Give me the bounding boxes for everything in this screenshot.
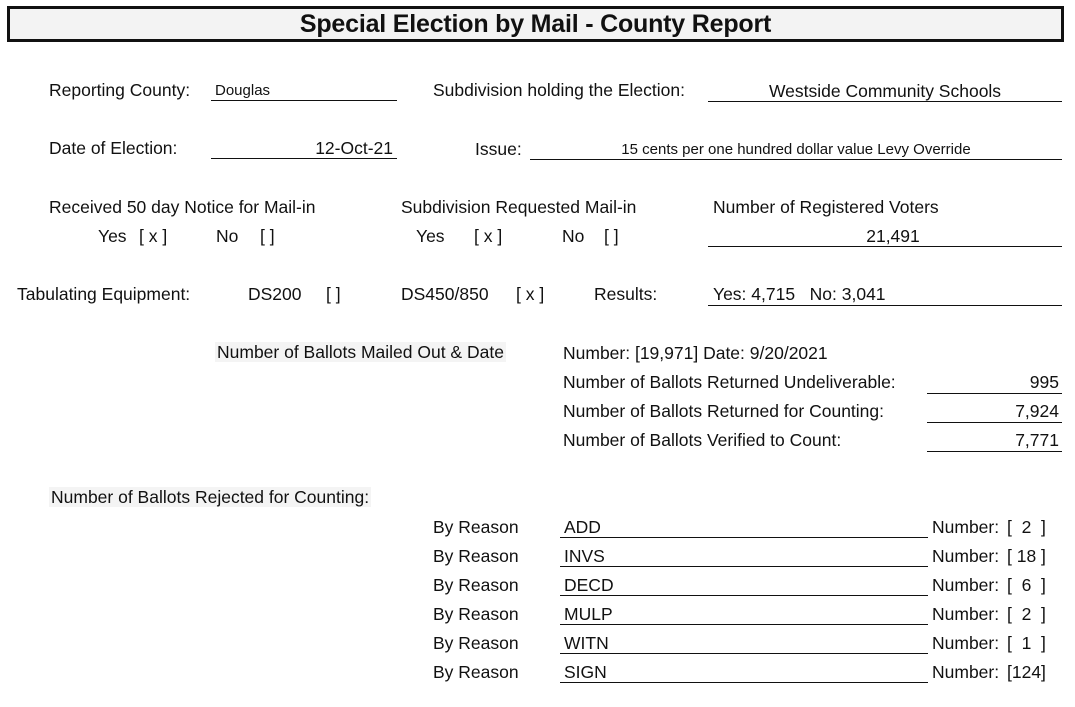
results-underline xyxy=(708,305,1062,306)
notice-yes-checkbox[interactable]: [ x ] xyxy=(139,226,168,246)
registered-voters-value: 21,491 xyxy=(866,226,920,246)
reason-code: WITN xyxy=(564,633,609,653)
returned-label: Number of Ballots Returned for Counting: xyxy=(563,401,884,421)
reporting-county-value: Douglas xyxy=(215,82,271,99)
date-of-election-label: Date of Election: xyxy=(49,138,178,158)
requested-no-label: No xyxy=(562,226,585,246)
undeliverable-underline xyxy=(927,393,1062,394)
reason-label: By Reason xyxy=(433,517,519,537)
reason-underline xyxy=(560,653,928,654)
reason-number: [ 18 ] xyxy=(1007,546,1046,566)
requested-yes-label: Yes xyxy=(416,226,445,246)
ds200-label: DS200 xyxy=(248,284,302,304)
subdivision-value: Westside Community Schools xyxy=(768,81,1002,101)
reason-number: [ 2 ] xyxy=(1007,604,1046,624)
reason-underline xyxy=(560,682,928,683)
ballots-mailed-label: Number of Ballots Mailed Out & Date xyxy=(217,342,504,362)
reason-label: By Reason xyxy=(433,662,519,682)
ballots-mailed-value: Number: [19,971] Date: 9/20/2021 xyxy=(563,343,828,363)
reporting-county-underline xyxy=(211,100,397,101)
number-label: Number: xyxy=(932,575,1000,595)
reason-number: [ 6 ] xyxy=(1007,575,1046,595)
verified-underline xyxy=(927,451,1062,452)
reason-underline xyxy=(560,595,928,596)
date-underline xyxy=(211,158,397,159)
ds450-label: DS450/850 xyxy=(401,284,489,304)
report-title: Special Election by Mail - County Report xyxy=(299,9,772,38)
results-value: Yes: 4,715 No: 3,041 xyxy=(713,284,886,304)
reason-number: [ 1 ] xyxy=(1007,633,1046,653)
reason-code: INVS xyxy=(564,546,605,566)
reason-label: By Reason xyxy=(433,546,519,566)
notice-50-day-label: Received 50 day Notice for Mail-in xyxy=(49,197,316,217)
number-label: Number: xyxy=(932,604,1000,624)
requested-yes-checkbox[interactable]: [ x ] xyxy=(474,226,503,246)
issue-underline xyxy=(530,159,1062,160)
ds450-checkbox[interactable]: [ x ] xyxy=(516,284,545,304)
reason-number: [124] xyxy=(1007,662,1046,682)
tabulating-label: Tabulating Equipment: xyxy=(17,284,191,304)
reason-underline xyxy=(560,624,928,625)
reason-code: MULP xyxy=(564,604,613,624)
number-label: Number: xyxy=(932,633,1000,653)
date-of-election-value: 12-Oct-21 xyxy=(315,138,393,158)
reason-underline xyxy=(560,537,928,538)
reporting-county-label: Reporting County: xyxy=(49,80,191,100)
number-label: Number: xyxy=(932,662,1000,682)
reason-label: By Reason xyxy=(433,604,519,624)
requested-no-checkbox[interactable]: [ ] xyxy=(604,226,619,246)
ds200-checkbox[interactable]: [ ] xyxy=(326,284,341,304)
subdivision-label: Subdivision holding the Election: xyxy=(433,80,685,100)
results-label: Results: xyxy=(594,284,658,304)
registered-voters-underline xyxy=(708,246,1062,247)
notice-no-checkbox[interactable]: [ ] xyxy=(260,226,275,246)
number-label: Number: xyxy=(932,546,1000,566)
reason-underline xyxy=(560,566,928,567)
report-header xyxy=(7,6,1064,42)
reason-code: SIGN xyxy=(564,662,607,682)
notice-no-label: No xyxy=(216,226,239,246)
number-label: Number: xyxy=(932,517,1000,537)
reason-number: [ 2 ] xyxy=(1007,517,1046,537)
reason-code: DECD xyxy=(564,575,614,595)
notice-yes-label: Yes xyxy=(98,226,127,246)
verified-label: Number of Ballots Verified to Count: xyxy=(563,430,842,450)
returned-value: 7,924 xyxy=(1015,401,1059,421)
registered-voters-label: Number of Registered Voters xyxy=(713,197,939,217)
reason-code: ADD xyxy=(564,517,601,537)
undeliverable-label: Number of Ballots Returned Undeliverable: xyxy=(563,372,896,392)
subdivision-requested-label: Subdivision Requested Mail-in xyxy=(401,197,637,217)
issue-label: Issue: xyxy=(475,139,522,159)
verified-value: 7,771 xyxy=(1015,430,1059,450)
rejected-label: Number of Ballots Rejected for Counting: xyxy=(51,487,370,507)
reason-label: By Reason xyxy=(433,575,519,595)
undeliverable-value: 995 xyxy=(1029,372,1059,392)
subdivision-underline xyxy=(708,101,1062,102)
reason-label: By Reason xyxy=(433,633,519,653)
returned-underline xyxy=(927,422,1062,423)
issue-value: 15 cents per one hundred dollar value Levy Override xyxy=(621,141,971,158)
